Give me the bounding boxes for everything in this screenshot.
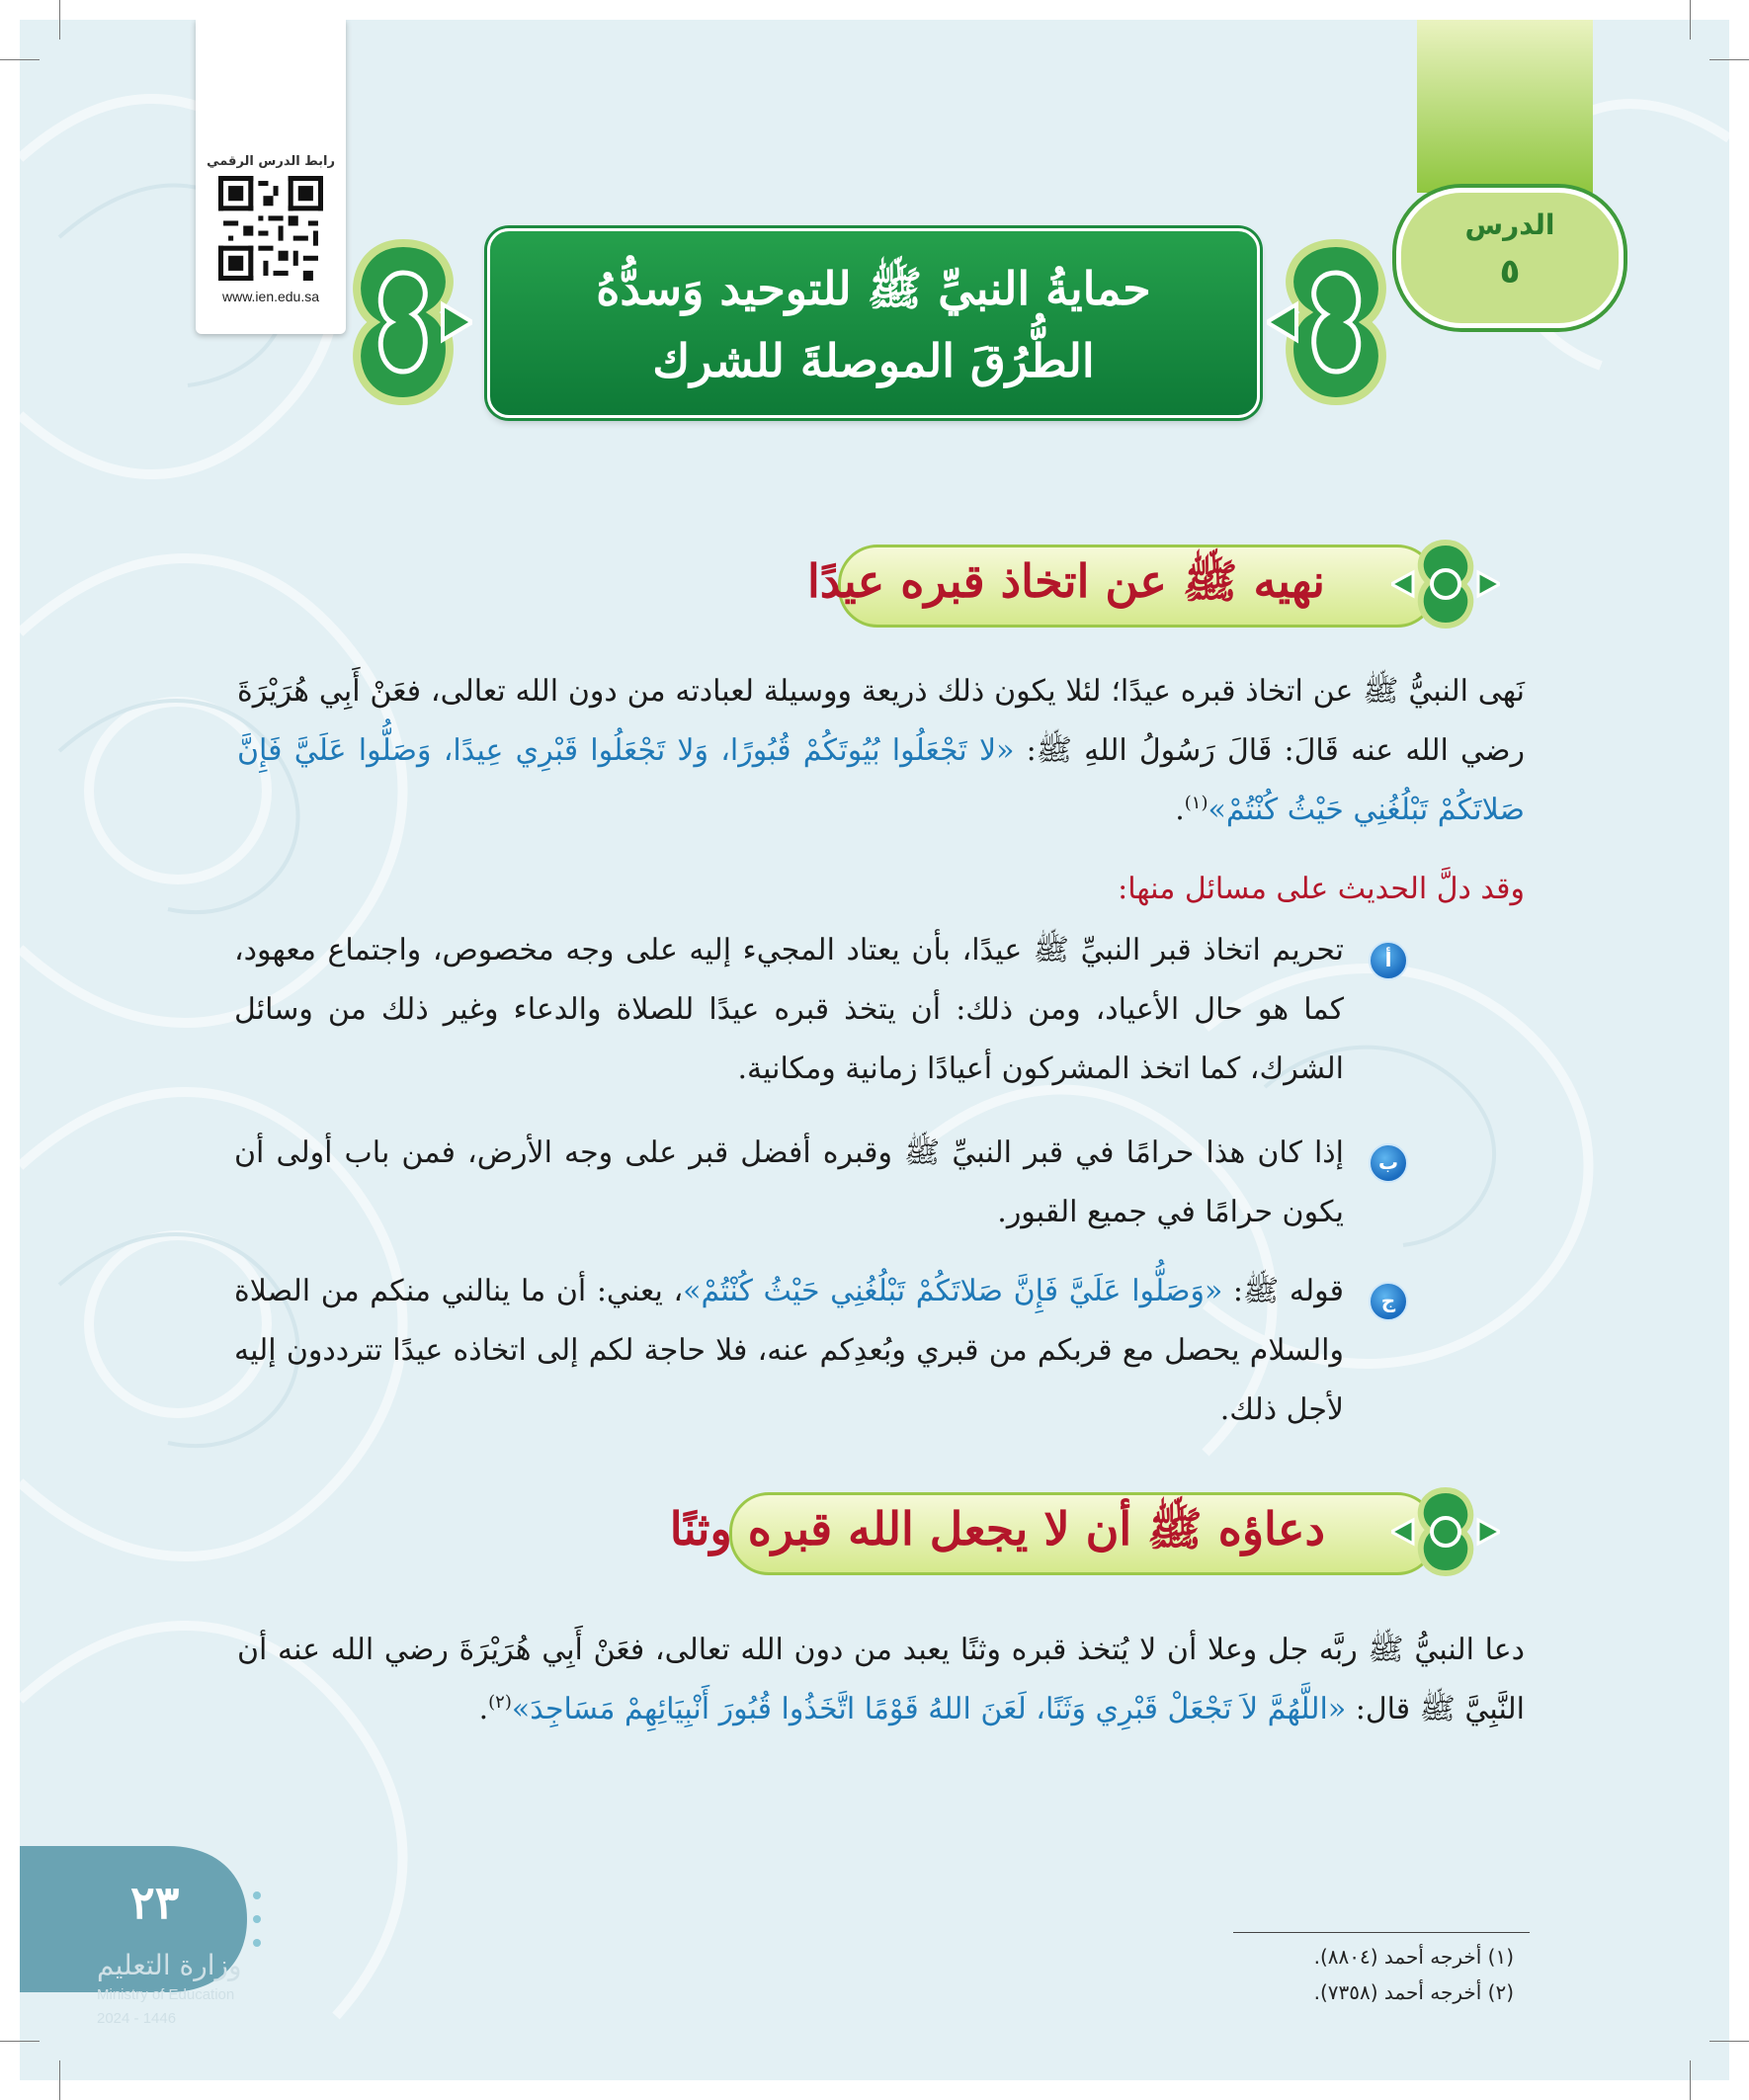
lesson-tab	[1417, 20, 1593, 193]
lesson-badge	[1396, 188, 1624, 328]
crop-mark	[1690, 2060, 1691, 2100]
bullet-a: أ	[1369, 941, 1408, 980]
crop-mark	[1690, 0, 1691, 40]
crop-mark	[0, 2041, 40, 2042]
section1-end: .	[1175, 793, 1185, 827]
footnote-ref-1[interactable]: (١)	[1184, 793, 1208, 813]
crop-mark	[1709, 2041, 1749, 2042]
lesson-label: الدرس	[1464, 209, 1555, 241]
ministry-year: 2024 - 1446	[97, 2010, 177, 2027]
lesson-title-banner	[487, 228, 1260, 418]
section2-heading: دعاؤه ﷺ أن لا يجعل الله قبره وثنًا	[669, 1502, 1325, 1555]
section1-ornament-icon	[1391, 535, 1500, 633]
section2-ornament-icon	[1391, 1482, 1500, 1581]
crop-mark	[0, 59, 40, 60]
bullet-b: ب	[1369, 1143, 1408, 1183]
crop-mark	[1709, 59, 1749, 60]
issue-item-c-post: ، يعني: أن ما ينالني منكم من الصلاة والسلام يحصل مع قربكم من قبري وبُعدِكم عنه، فلا حاجة لكم إلى اتخاذه عيدًا تترددون إليه لأجل ذلك.	[234, 1274, 1344, 1427]
issue-item-b: إذا كان هذا حرامًا في قبر النبيِّ ﷺ وقبره أفضل قبر على وجه الأرض، فمن باب أولى أن يكون حرامًا في جميع القبور.	[234, 1135, 1344, 1229]
issue-item-c-pre: قوله ﷺ:	[1222, 1274, 1344, 1308]
section2-header	[669, 1492, 1437, 1575]
section2-hadith: «اللَّهُمَّ لاَ تَجْعَلْ قَبْرِي وَثَنًا، لَعَنَ اللهُ قَوْمًا اتَّخَذُوا قُبُورَ أَنْبِيَائِهِمْ مَسَاجِدَ»	[511, 1692, 1347, 1726]
textbook-page	[20, 20, 1729, 2080]
banner-ornament-left-icon	[334, 233, 472, 411]
section1-intro-text: نَهى النبيُّ ﷺ عن اتخاذ قبره عيدًا؛ لئلا يكون ذلك ذريعة ووسيلة لعبادته من دون الله تعالى، فعَنْ أَبِي هُرَيْرَةَ رضي الله عنه قَالَ: قَالَ رَسُولُ اللهِ ﷺ:	[237, 674, 1525, 768]
ministry-logo-arabic: وزارة التعليم	[97, 1949, 242, 1981]
issue-item-a: تحريم اتخاذ قبر النبيِّ ﷺ عيدًا، بأن يعتاد المجيء إليه على وجه مخصوص، واجتماع معهود، كما هو حال الأعياد، ومن ذلك: أن يتخذ قبره عيدًا للصلاة والدعاء وغير ذلك من وسائل الشرك، كما اتخذ المشركون أعيادًا زمانية ومكانية.	[234, 933, 1344, 1086]
lesson-number: ٥	[1499, 252, 1521, 292]
ministry-logo-english: Ministry of Education	[97, 1986, 235, 2003]
page-number: ٢٣	[130, 1876, 180, 1929]
section1-header	[806, 545, 1437, 628]
banner-ornament-right-icon	[1267, 233, 1405, 411]
section2-intro-text: دعا النبيُّ ﷺ ربَّه جل وعلا أن لا يُتخذ قبره وثنًا يعبد من دون الله تعالى، فعَنْ أَبِي هُرَيْرَةَ رضي الله عنه أن النَّبِيَّ ﷺ قال:	[237, 1633, 1525, 1726]
issue-item-c	[234, 1262, 1344, 1440]
section2-paragraph	[237, 1621, 1525, 1739]
crop-mark	[59, 0, 60, 40]
qr-label: رابط الدرس الرقمي	[207, 154, 335, 169]
qr-url[interactable]: www.ien.edu.sa	[221, 289, 320, 304]
section1-intro-paragraph	[237, 662, 1525, 840]
section1-heading: نهيه ﷺ عن اتخاذ قبره عيدًا	[806, 554, 1325, 608]
section1-hadith: «لا تَجْعَلُوا بُيُوتَكُمْ قُبُورًا، وَلا تَجْعَلُوا قَبْرِي عِيدًا، وَصَلُّوا عَلَيَّ فَإِنَّ صَلاتَكُمْ تَبْلُغُنِي حَيْثُ كُنْتُمْ»	[237, 733, 1525, 827]
issue-item-c-hadith: «وَصَلُّوا عَلَيَّ فَإِنَّ صَلاتَكُمْ تَبْلُغُنِي حَيْثُ كُنْتُمْ»	[683, 1274, 1223, 1308]
footnote-ref-2[interactable]: (٢)	[488, 1692, 512, 1713]
section2-end: .	[478, 1692, 489, 1726]
footnote-1: (١) أخرجه أحمد (٨٨٠٤).	[1313, 1945, 1514, 1969]
issues-intro: وقد دلَّ الحديث على مسائل منها:	[1118, 872, 1525, 906]
bullet-c: ج	[1369, 1282, 1408, 1321]
crop-mark	[59, 2060, 60, 2100]
lesson-title-line1: حمايةُ النبيِّ ﷺ للتوحيد وَسدُّهُ	[596, 262, 1151, 315]
footnote-rule	[1233, 1932, 1530, 1933]
qr-code-icon[interactable]	[218, 176, 323, 281]
lesson-title-line2: الطُّرُقَ الموصلةَ للشرك	[652, 334, 1095, 387]
footnote-2: (٢) أخرجه أحمد (٧٣٥٨).	[1313, 1980, 1514, 2004]
qr-card[interactable]	[196, 20, 346, 334]
